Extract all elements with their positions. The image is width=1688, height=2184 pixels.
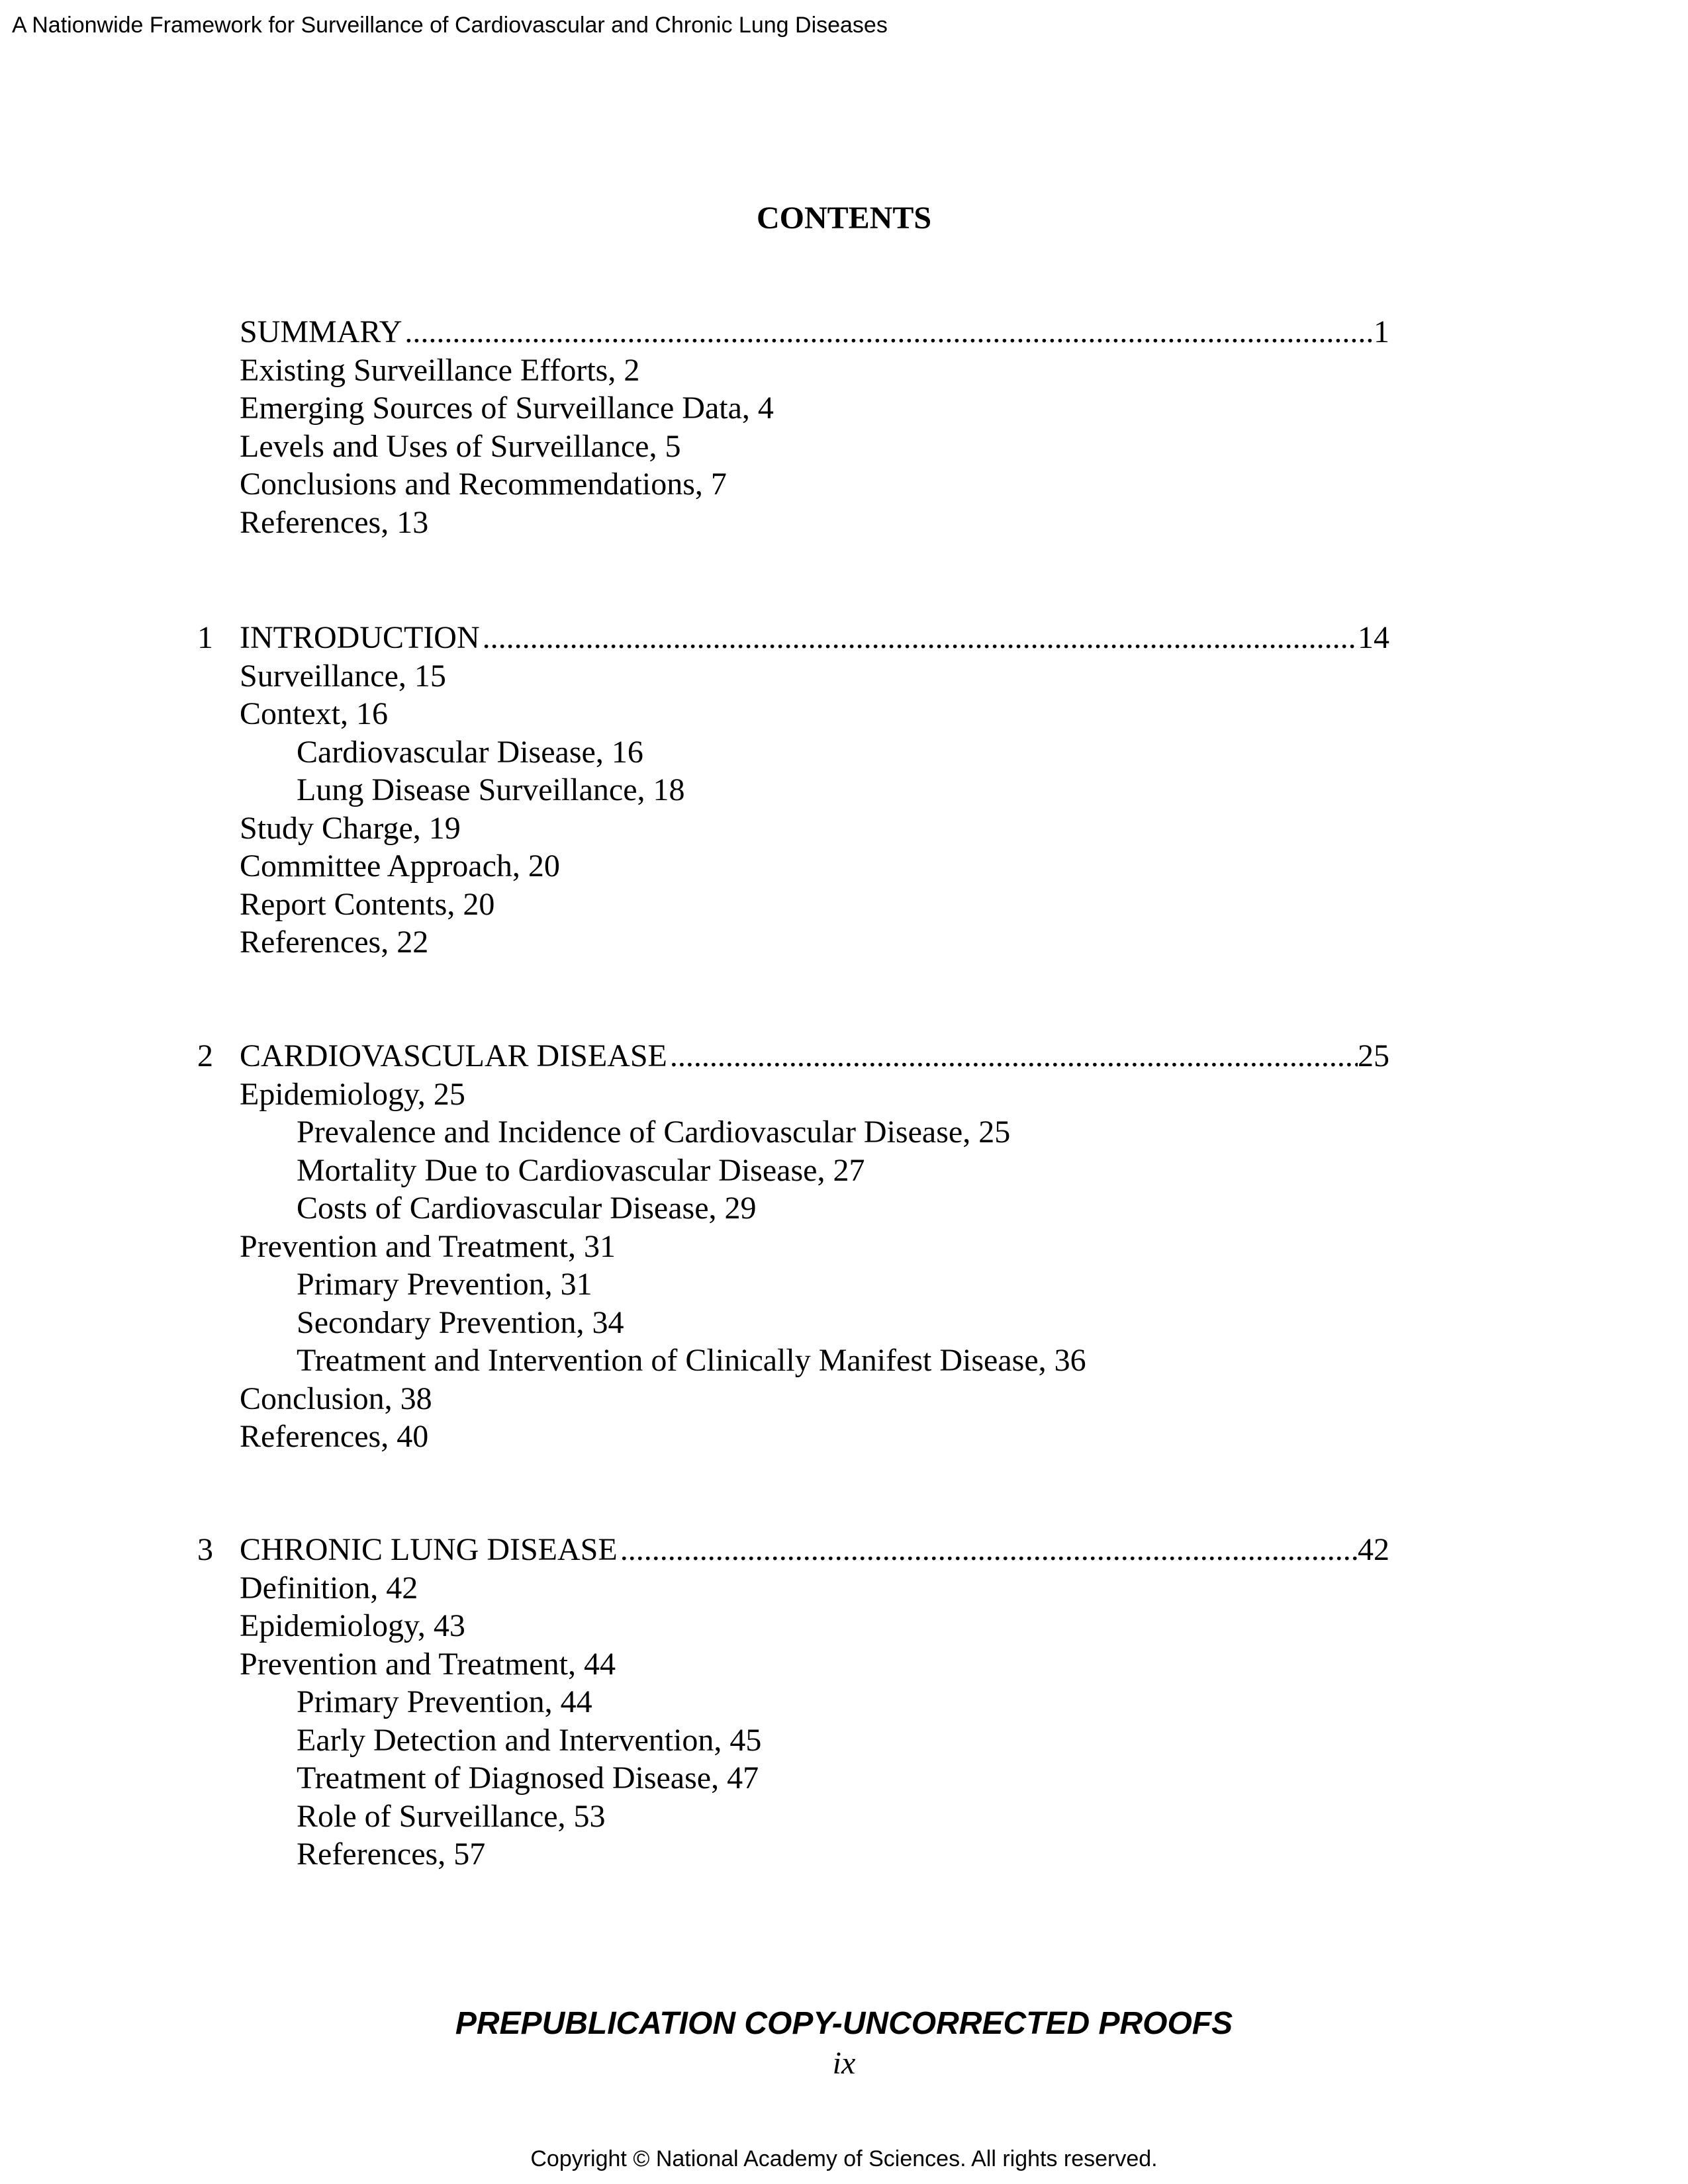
toc-section-chapter-3 [0, 1531, 1688, 1874]
toc-section-chapter-2 [0, 1037, 1688, 1456]
toc-subentry[interactable]: Early Detection and Intervention, 45 [297, 1722, 762, 1758]
toc-section-chapter-1 [0, 619, 1688, 962]
toc-entry[interactable]: Prevention and Treatment, 44 [240, 1646, 616, 1682]
toc-entry[interactable]: Committee Approach, 20 [240, 848, 560, 884]
toc-heading-line [0, 1037, 1688, 1075]
toc-heading-line [0, 313, 1688, 351]
toc-subentry[interactable]: Primary Prevention, 44 [297, 1684, 592, 1719]
toc-subentry[interactable]: Primary Prevention, 31 [297, 1267, 592, 1302]
toc-subentry[interactable]: Lung Disease Surveillance, 18 [297, 772, 685, 807]
toc-entry[interactable]: Conclusion, 38 [240, 1381, 432, 1416]
toc-heading-page: 42 [1358, 1532, 1389, 1567]
toc-heading-line [0, 1531, 1688, 1569]
toc-entry[interactable]: Prevention and Treatment, 31 [240, 1228, 616, 1264]
toc-entry[interactable]: References, 40 [240, 1419, 429, 1454]
toc-entry[interactable]: Existing Surveillance Efforts, 2 [240, 352, 640, 388]
toc-heading[interactable] [240, 1037, 1389, 1075]
toc-entry[interactable]: Conclusions and Recommendations, 7 [240, 467, 727, 502]
toc-entry[interactable]: Report Contents, 20 [240, 886, 495, 922]
page-number: ix [832, 2046, 856, 2081]
dot-leader [402, 313, 1374, 351]
toc-heading[interactable] [240, 313, 1389, 351]
toc-subentry[interactable]: Costs of Cardiovascular Disease, 29 [297, 1191, 757, 1226]
toc-heading-page: 14 [1358, 620, 1389, 655]
toc-heading[interactable] [240, 1531, 1389, 1569]
copyright-notice: Copyright © National Academy of Sciences. All rights reserved. [530, 2146, 1158, 2171]
toc-heading-title: CHRONIC LUNG DISEASE [240, 1532, 618, 1567]
toc-heading-page: 25 [1358, 1038, 1389, 1073]
toc-heading[interactable] [240, 619, 1389, 657]
toc-subentry[interactable]: Role of Surveillance, 53 [297, 1798, 606, 1834]
toc-subentry[interactable]: Secondary Prevention, 34 [297, 1304, 624, 1340]
toc-section-summary [0, 313, 1688, 541]
toc-subentry[interactable]: Prevalence and Incidence of Cardiovascular Disease, 25 [297, 1115, 1011, 1150]
dot-leader [618, 1531, 1358, 1569]
toc-subentry[interactable]: Treatment of Diagnosed Disease, 47 [297, 1760, 759, 1796]
toc-entry[interactable]: Emerging Sources of Surveillance Data, 4 [240, 390, 774, 426]
toc-subentry[interactable]: Treatment and Intervention of Clinically Manifest Disease, 36 [297, 1343, 1086, 1378]
toc-entry[interactable]: References, 22 [240, 925, 429, 960]
page-title: CONTENTS [756, 201, 932, 236]
toc-entry[interactable]: References, 13 [240, 504, 429, 540]
running-header: A Nationwide Framework for Surveillance of Cardiovascular and Chronic Lung Diseases [12, 13, 888, 38]
chapter-number: 1 [197, 620, 213, 655]
toc-heading-line [0, 619, 1688, 657]
toc-entry[interactable]: Levels and Uses of Surveillance, 5 [240, 428, 681, 464]
prepublication-notice: PREPUBLICATION COPY-UNCORRECTED PROOFS [455, 2006, 1233, 2041]
toc-entry[interactable]: Epidemiology, 25 [240, 1076, 465, 1112]
chapter-number: 3 [197, 1532, 213, 1567]
toc-heading-page: 1 [1374, 314, 1389, 349]
toc-subentry[interactable]: Mortality Due to Cardiovascular Disease, 27 [297, 1152, 865, 1188]
toc-entry[interactable]: Context, 16 [240, 696, 388, 731]
toc-entry[interactable]: Definition, 42 [240, 1570, 418, 1606]
toc-heading-title: INTRODUCTION [240, 620, 480, 655]
toc-entry[interactable]: Study Charge, 19 [240, 810, 461, 846]
toc-subentry[interactable]: Cardiovascular Disease, 16 [297, 734, 643, 770]
toc-heading-title: CARDIOVASCULAR DISEASE [240, 1038, 667, 1073]
dot-leader [667, 1037, 1358, 1075]
toc-subentry[interactable]: References, 57 [297, 1837, 486, 1872]
chapter-number: 2 [197, 1038, 213, 1073]
dot-leader [480, 619, 1358, 657]
toc-entry[interactable]: Surveillance, 15 [240, 658, 446, 694]
toc-entry[interactable]: Epidemiology, 43 [240, 1608, 465, 1643]
toc-heading-title: SUMMARY [240, 314, 402, 349]
